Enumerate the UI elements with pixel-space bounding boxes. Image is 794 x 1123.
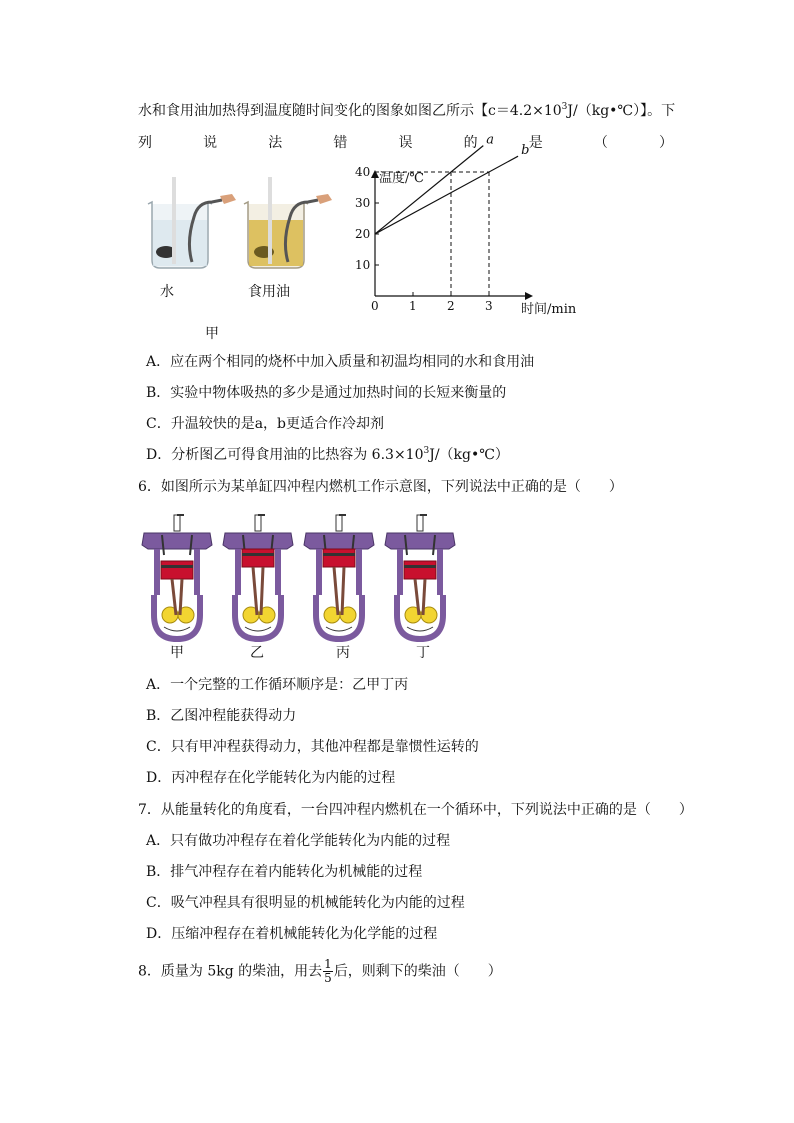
q6-option-b: B．乙图冲程能获得动力 <box>146 708 297 724</box>
q5-option-d: D．分析图乙可得食用油的比热容为 $6.3\times 10^3J/(kg•℃)$ <box>146 446 509 463</box>
engine-label-yi: 乙 <box>250 645 264 661</box>
q5-stem-char: 错 <box>333 135 348 151</box>
series-label-a: a <box>486 132 495 148</box>
series-label-b: b <box>521 143 530 159</box>
engine-label-jia: 甲 <box>170 645 184 661</box>
engine-label-bing: 丙 <box>336 645 350 661</box>
engine-part <box>356 549 362 595</box>
y-tick-label: 40 <box>355 165 371 179</box>
x-tick-label: 2 <box>447 299 455 313</box>
spark-plug <box>255 515 261 531</box>
x-axis-arrow <box>525 292 533 300</box>
engine-part <box>304 533 374 549</box>
q5-stem-char: （ <box>593 135 608 151</box>
engine-label-ding: 丁 <box>416 645 430 661</box>
q5-stem-char: 误 <box>398 135 413 151</box>
piston <box>242 549 274 567</box>
q5-stem-char: 法 <box>268 135 283 151</box>
engine-part <box>342 567 344 615</box>
engine-strokes-figure <box>140 515 470 643</box>
engine-part <box>316 549 322 595</box>
engine-part <box>323 553 355 556</box>
q5-stem-char: ） <box>659 135 673 151</box>
engine-part <box>275 549 281 595</box>
engine-part <box>404 565 436 568</box>
q5-stem-char: 列 <box>138 135 152 151</box>
piston <box>404 561 436 579</box>
q5-stem-char: 是 <box>528 135 543 151</box>
piston <box>323 549 355 567</box>
x-tick-label: 0 <box>371 299 379 313</box>
engine-part <box>423 579 425 615</box>
y-tick-label: 30 <box>355 196 371 210</box>
q5-stem-char: 说 <box>203 135 218 151</box>
piston <box>161 561 193 579</box>
x-tick-label: 3 <box>485 299 493 313</box>
series-line-a <box>375 146 483 234</box>
q6-option-c: C．只有甲冲程获得动力，其他冲程都是靠惯性运转的 <box>146 739 479 755</box>
q6-option-a: A．一个完整的工作循环顺序是：乙甲丁丙 <box>146 677 409 693</box>
q6-option-d: D．丙冲程存在化学能转化为内能的过程 <box>146 770 396 786</box>
engine-part <box>235 549 241 595</box>
engine-part <box>437 549 443 595</box>
engine-diagram <box>142 515 212 639</box>
q7-option-c: C．吸气冲程具有很明显的机械能转化为内能的过程 <box>146 895 465 911</box>
engine-part <box>385 533 455 549</box>
spark-plug <box>174 515 180 531</box>
engine-part <box>161 565 193 568</box>
figure-jia-caption: 甲 <box>205 326 219 342</box>
engine-part <box>397 549 403 595</box>
q7-option-b: B．排气冲程存在着内能转化为机械能的过程 <box>146 864 423 880</box>
engine-part <box>142 533 212 549</box>
beakers-figure <box>140 172 340 277</box>
engine-diagram <box>385 515 455 639</box>
engine-diagram <box>304 515 374 639</box>
spark-plug <box>336 515 342 531</box>
oil-beaker <box>244 177 332 268</box>
engine-part <box>180 579 182 615</box>
q5-option-a: A．应在两个相同的烧杯中加入质量和初温均相同的水和食用油 <box>146 354 535 370</box>
engine-diagram <box>223 515 293 639</box>
engine-part <box>194 549 200 595</box>
y-axis-label: 温度/℃ <box>379 171 424 186</box>
q5-option-b: B．实验中物体吸热的多少是通过加热时间的长短来衡量的 <box>146 385 507 401</box>
oil-label: 食用油 <box>248 284 290 300</box>
x-axis-label: 时间/min <box>521 302 577 317</box>
q6-stem: 6．如图所示为某单缸四冲程内燃机工作示意图，下列说法中正确的是（ ） <box>138 479 623 495</box>
x-tick-label: 1 <box>409 299 417 313</box>
spark-plug <box>417 515 423 531</box>
y-tick-label: 20 <box>355 227 371 241</box>
engine-part <box>242 553 274 556</box>
q5-option-c: C．升温较快的是a，b更适合作冷却剂 <box>146 416 385 432</box>
q7-option-d: D．压缩冲程存在着机械能转化为化学能的过程 <box>146 926 438 942</box>
y-tick-label: 10 <box>355 258 371 272</box>
engine-part <box>223 533 293 549</box>
q8-stem: 8．质量为 5kg 的柴油，用去 $\frac{1}{5}$ 后，则剩下的柴油（ ） <box>138 957 502 985</box>
series-line-b <box>375 156 518 234</box>
q7-option-a: A．只有做功冲程存在着化学能转化为内能的过程 <box>146 833 451 849</box>
q7-stem: 7．从能量转化的角度看，一台四冲程内燃机在一个循环中，下列说法中正确的是（ ） <box>138 802 693 818</box>
water-beaker <box>148 177 236 268</box>
temperature-chart <box>340 132 590 320</box>
q5-stem-char: 的 <box>463 135 478 151</box>
engine-part <box>154 549 160 595</box>
y-axis-arrow <box>371 170 379 178</box>
engine-part <box>261 567 263 615</box>
fraction: $\frac{1}{5}$ <box>324 957 332 985</box>
q5-stem-line2 <box>138 133 673 153</box>
q5-stem-line1: 水和食用油加热得到温度随时间变化的图象如图乙所示【$c=4.2\times 10^3J/(kg•℃)$】。下 <box>138 102 676 119</box>
water-label: 水 <box>160 284 174 300</box>
